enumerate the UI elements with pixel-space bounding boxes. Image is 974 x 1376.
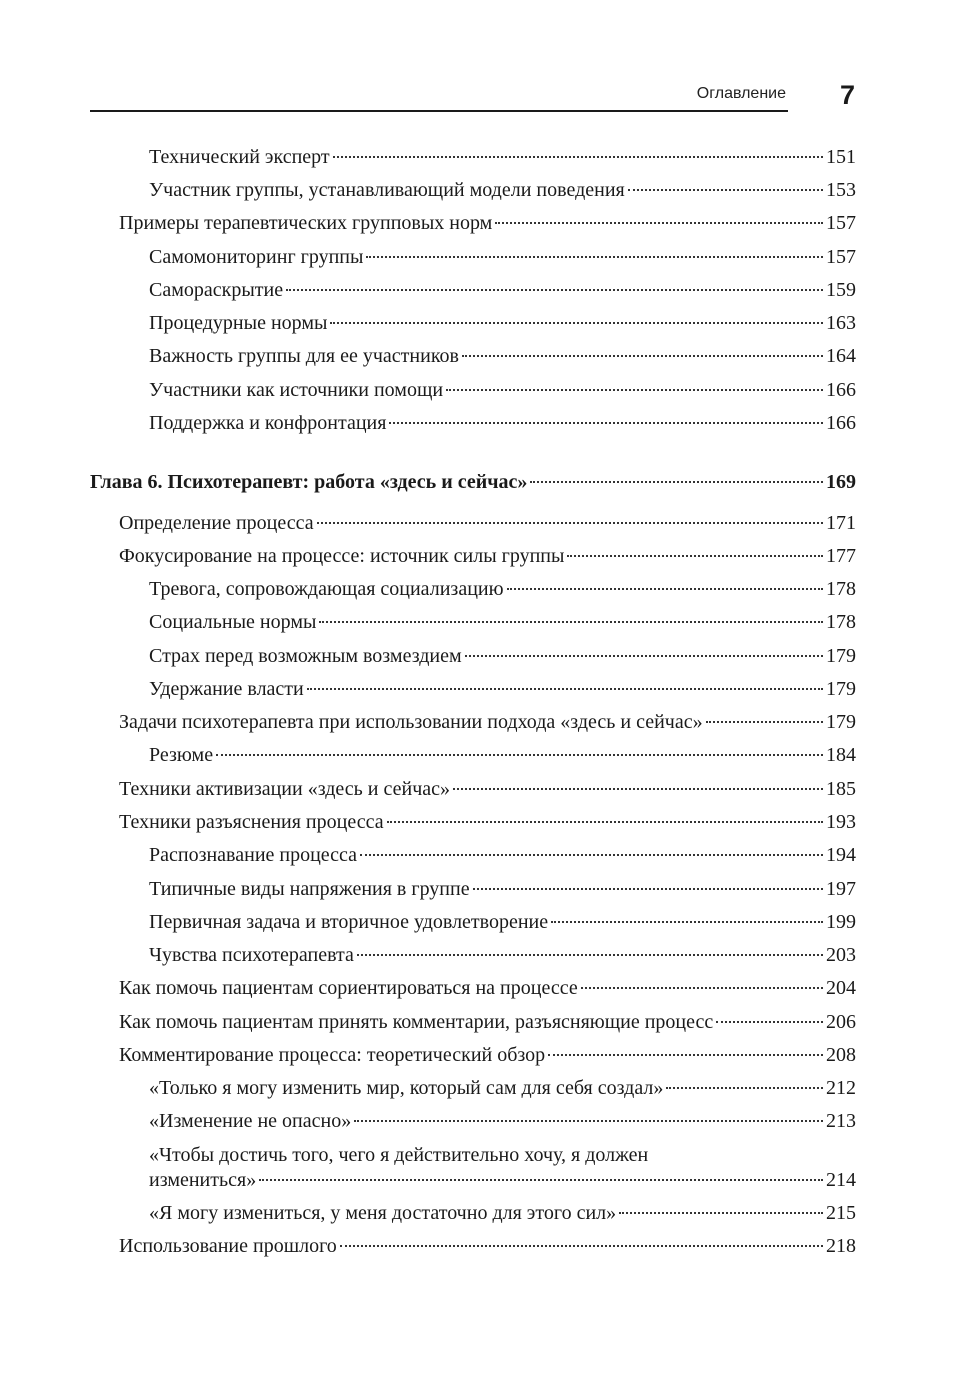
toc-entry-label: Самораскрытие: [149, 279, 284, 301]
toc-entry-label: Технический эксперт: [149, 146, 330, 168]
toc-entry: [149, 610, 856, 634]
toc-entry-label: Тревога, сопровождающая социализацию: [149, 578, 504, 600]
toc-entry: [149, 344, 856, 368]
toc-entry-label: Техники активизации «здесь и сейчас»: [119, 778, 451, 800]
toc-entry-page: 179: [826, 678, 856, 700]
toc-entry-page: 164: [826, 345, 856, 367]
toc-entry: [149, 245, 856, 269]
toc-entry-page: 171: [826, 512, 856, 534]
leader-dots: [360, 854, 823, 856]
toc-entry-page: 163: [826, 312, 856, 334]
toc-entry-page: 194: [826, 844, 856, 866]
toc-entry-page: 179: [826, 645, 856, 667]
toc-entry-label: Задачи психотерапевта при использовании подхода «здесь и сейчас»: [119, 711, 703, 733]
toc-entry: [119, 810, 856, 834]
leader-dots: [366, 256, 823, 258]
toc-entry: [149, 1076, 856, 1100]
toc-entry: [149, 910, 856, 934]
leader-dots: [465, 655, 823, 657]
toc-entry-label: Распознавание процесса: [149, 844, 358, 866]
leader-dots: [495, 222, 823, 224]
leader-dots: [548, 1054, 823, 1056]
leader-dots: [530, 481, 823, 483]
toc-entry-page: 169: [826, 471, 856, 493]
toc-entry-label: Важность группы для ее участников: [149, 345, 459, 367]
leader-dots: [357, 954, 823, 956]
toc-entry-page: 178: [826, 611, 856, 633]
toc-entry-page: 166: [826, 412, 856, 434]
toc-entry-label-first-line: «Чтобы достичь того, чего я действительно хочу, я должен: [149, 1144, 649, 1166]
toc-entry-label: Участники как источники помощи: [149, 379, 444, 401]
toc-entry: [119, 777, 856, 801]
toc-entry-page: 206: [826, 1011, 856, 1033]
toc-entry-page: 215: [826, 1202, 856, 1224]
toc-entry-page: 177: [826, 545, 856, 567]
toc-chapter-heading: [90, 470, 856, 494]
toc-entry-label: Глава 6. Психотерапевт: работа «здесь и сейчас»: [90, 471, 528, 493]
leader-dots: [473, 888, 823, 890]
leader-dots: [389, 422, 823, 424]
toc-entry-label: Процедурные нормы: [149, 312, 328, 334]
toc-entry-label: «Изменение не опасно»: [149, 1110, 352, 1132]
toc-entry: [149, 877, 856, 901]
toc-entry-page: 208: [826, 1044, 856, 1066]
toc-entry: [119, 544, 856, 568]
toc-entry: [149, 677, 856, 701]
leader-dots: [619, 1212, 823, 1214]
toc-entry-label: Самомониторинг группы: [149, 246, 364, 268]
toc-entry: [149, 843, 856, 867]
toc-entry: [149, 1201, 856, 1225]
leader-dots: [216, 754, 823, 756]
toc-entry-page: 151: [826, 146, 856, 168]
toc-entry-page: 218: [826, 1235, 856, 1257]
toc-entry: [119, 976, 856, 1000]
toc-entry-label: Типичные виды напряжения в группе: [149, 878, 470, 900]
toc-entry-page: 179: [826, 711, 856, 733]
toc-entry-label: Использование прошлого: [119, 1235, 337, 1257]
leader-dots: [387, 821, 823, 823]
toc-entry: [149, 278, 856, 302]
toc-entry-page: 157: [826, 212, 856, 234]
toc-entry-page: 178: [826, 578, 856, 600]
toc-entry: [149, 145, 856, 169]
toc-entry-label: Как помочь пациентам принять комментарии, разъясняющие процесс: [119, 1011, 714, 1033]
toc-entry: [149, 1109, 856, 1133]
leader-dots: [453, 788, 823, 790]
leader-dots: [307, 688, 823, 690]
leader-dots: [317, 522, 823, 524]
toc-entry-page: 204: [826, 977, 856, 999]
toc-entry-page: 166: [826, 379, 856, 401]
toc-entry-label: Примеры терапевтических групповых норм: [119, 212, 493, 234]
toc-entry-label: Фокусирование на процессе: источник силы группы: [119, 545, 565, 567]
toc-entry-page: 184: [826, 744, 856, 766]
leader-dots: [716, 1021, 823, 1023]
toc-entry-page: 193: [826, 811, 856, 833]
toc-entry-label: Удержание власти: [149, 678, 304, 700]
toc-entry-label: Социальные нормы: [149, 611, 317, 633]
leader-dots: [581, 987, 823, 989]
leader-dots: [333, 156, 823, 158]
toc-entry-page: 197: [826, 878, 856, 900]
leader-dots: [628, 189, 823, 191]
leader-dots: [340, 1245, 823, 1247]
leader-dots: [354, 1120, 823, 1122]
toc-entry-label-continuation: измениться»: [149, 1169, 257, 1191]
toc-entry: [149, 943, 856, 967]
toc-entry: [149, 577, 856, 601]
toc-entry-label: Определение процесса: [119, 512, 314, 534]
toc-entry: [119, 710, 856, 734]
toc-entry-label: Техники разъяснения процесса: [119, 811, 384, 833]
toc-entry-page: 199: [826, 911, 856, 933]
header-title: Оглавление: [696, 85, 786, 102]
leader-dots: [706, 721, 823, 723]
toc-entry-page: 185: [826, 778, 856, 800]
toc-entry-label: Резюме: [149, 744, 214, 766]
leader-dots: [666, 1087, 823, 1089]
leader-dots: [259, 1179, 823, 1181]
toc-entry-label: Участник группы, устанавливающий модели поведения: [149, 179, 625, 201]
toc-entry-label: «Я могу измениться, у меня достаточно для этого сил»: [149, 1202, 617, 1224]
toc-entry-page: 153: [826, 179, 856, 201]
toc-entry-label: Комментирование процесса: теоретический обзор: [119, 1044, 546, 1066]
toc-entry: [149, 644, 856, 668]
toc-entry-page: 159: [826, 279, 856, 301]
leader-dots: [319, 621, 823, 623]
toc-entry: [149, 743, 856, 767]
leader-dots: [551, 921, 823, 923]
toc-entry-label: Страх перед возможным возмездием: [149, 645, 462, 667]
toc-entry: [119, 211, 856, 235]
leader-dots: [507, 588, 823, 590]
toc-entry-page: 213: [826, 1110, 856, 1132]
leader-dots: [330, 322, 823, 324]
toc-entry-label: «Только я могу изменить мир, который сам для себя создал»: [149, 1077, 664, 1099]
leader-dots: [462, 355, 823, 357]
toc-entry-page: 212: [826, 1077, 856, 1099]
toc-entry-label: Поддержка и конфронтация: [149, 412, 387, 434]
toc-entry: [149, 178, 856, 202]
leader-dots: [567, 555, 823, 557]
toc-entry-label: Первичная задача и вторичное удовлетворение: [149, 911, 549, 933]
toc-entry: [149, 1168, 856, 1192]
toc-entry: [119, 1234, 856, 1258]
toc-entry-page: 214: [826, 1169, 856, 1191]
toc-entry: [149, 311, 856, 335]
toc-entry: [149, 378, 856, 402]
leader-dots: [286, 289, 823, 291]
toc-entry: [119, 511, 856, 535]
toc-entry: [119, 1043, 856, 1067]
toc-entry-page: 157: [826, 246, 856, 268]
leader-dots: [446, 389, 823, 391]
toc-entry: [149, 411, 856, 435]
toc-entry-label: Как помочь пациентам сориентироваться на процессе: [119, 977, 578, 999]
page-number: 7: [840, 80, 856, 110]
toc-entry: [119, 1010, 856, 1034]
toc-entry-page: 203: [826, 944, 856, 966]
toc-entry-label: Чувства психотерапевта: [149, 944, 354, 966]
